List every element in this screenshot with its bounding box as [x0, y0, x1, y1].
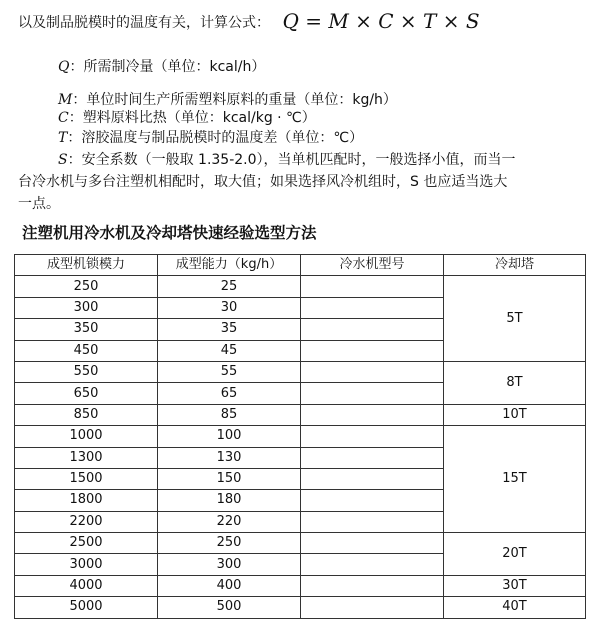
- symbol-q: Q: [58, 59, 70, 75]
- capacity-cell: 35: [158, 319, 301, 340]
- cooling-tower-cell: 30T: [444, 575, 586, 596]
- clamp-force-cell: 650: [15, 383, 158, 404]
- definition-s-continued-2: 一点。: [18, 196, 60, 212]
- chiller-model-cell: [301, 447, 444, 468]
- chiller-model-cell: [301, 340, 444, 361]
- table-row: [15, 404, 586, 425]
- clamp-force-cell: 1800: [15, 490, 158, 511]
- clamp-force-cell: 4000: [15, 575, 158, 596]
- chiller-model-cell: [301, 276, 444, 297]
- table-row: [15, 533, 586, 554]
- definition-q: [58, 57, 265, 77]
- capacity-cell: 100: [158, 426, 301, 447]
- definition-s-continued-1: 台冷水机与多台注塑机相配时，取大值；如果选择风冷机组时，S 也应适当选大: [18, 174, 508, 190]
- chiller-model-cell: [301, 426, 444, 447]
- clamp-force-cell: 1500: [15, 468, 158, 489]
- definition-s-text: ：安全系数（一般取 1.35-2.0），当单机匹配时，一般选择小值，而当一: [67, 152, 516, 168]
- clamp-force-cell: 250: [15, 276, 158, 297]
- clamp-force-cell: 3000: [15, 554, 158, 575]
- capacity-cell: 85: [158, 404, 301, 425]
- clamp-force-cell: 450: [15, 340, 158, 361]
- clamp-force-cell: 2500: [15, 533, 158, 554]
- capacity-cell: 65: [158, 383, 301, 404]
- definition-t-text: ：溶胶温度与制品脱模时的温度差（单位：℃）: [67, 130, 364, 146]
- table-row: [15, 276, 586, 297]
- cooling-tower-cell: 15T: [444, 426, 586, 533]
- capacity-cell: 400: [158, 575, 301, 596]
- chiller-model-cell: [301, 575, 444, 596]
- header-chiller-model: 冷水机型号: [301, 255, 444, 276]
- clamp-force-cell: 1000: [15, 426, 158, 447]
- capacity-cell: 250: [158, 533, 301, 554]
- capacity-cell: 25: [158, 276, 301, 297]
- header-cooling-tower: 冷却塔: [444, 255, 586, 276]
- clamp-force-cell: 850: [15, 404, 158, 425]
- capacity-cell: 45: [158, 340, 301, 361]
- chiller-model-cell: [301, 404, 444, 425]
- header-clamp-force: 成型机锁模力: [15, 255, 158, 276]
- definition-q-text: ：所需制冷量（单位：kcal/h）: [69, 59, 266, 75]
- selection-table: [14, 254, 586, 619]
- capacity-cell: 55: [158, 361, 301, 382]
- table-title: 注塑机用冷水机及冷却塔快速经验选型方法: [22, 224, 317, 242]
- clamp-force-cell: 5000: [15, 597, 158, 618]
- definition-m: [58, 90, 397, 110]
- capacity-cell: 30: [158, 297, 301, 318]
- chiller-model-cell: [301, 383, 444, 404]
- clamp-force-cell: 300: [15, 297, 158, 318]
- cooling-tower-cell: 10T: [444, 404, 586, 425]
- symbol-m: M: [58, 92, 73, 108]
- symbol-c: C: [58, 110, 69, 126]
- definition-c: [58, 108, 316, 128]
- chiller-model-cell: [301, 597, 444, 618]
- capacity-cell: 130: [158, 447, 301, 468]
- header-capacity: 成型能力（kg/h）: [158, 255, 301, 276]
- chiller-model-cell: [301, 490, 444, 511]
- chiller-model-cell: [301, 297, 444, 318]
- capacity-cell: 220: [158, 511, 301, 532]
- chiller-model-cell: [301, 361, 444, 382]
- clamp-force-cell: 550: [15, 361, 158, 382]
- table-row: [15, 426, 586, 447]
- definition-s: [58, 150, 516, 170]
- intro-line: [18, 10, 480, 33]
- table-row: [15, 361, 586, 382]
- cooling-tower-cell: 20T: [444, 533, 586, 576]
- capacity-cell: 150: [158, 468, 301, 489]
- intro-text: 以及制品脱模时的温度有关，计算公式：: [18, 15, 270, 31]
- cooling-tower-cell: 5T: [444, 276, 586, 362]
- table-row: [15, 597, 586, 618]
- definition-t: [58, 128, 363, 148]
- symbol-s: S: [58, 152, 68, 168]
- chiller-model-cell: [301, 468, 444, 489]
- chiller-model-cell: [301, 319, 444, 340]
- cooling-tower-cell: 40T: [444, 597, 586, 618]
- chiller-model-cell: [301, 533, 444, 554]
- table-row: [15, 575, 586, 596]
- capacity-cell: 500: [158, 597, 301, 618]
- symbol-t: T: [58, 130, 68, 146]
- definition-m-text: ：单位时间生产所需塑料原料的重量（单位：kg/h）: [72, 92, 397, 108]
- cooling-tower-cell: 8T: [444, 361, 586, 404]
- clamp-force-cell: 1300: [15, 447, 158, 468]
- clamp-force-cell: 350: [15, 319, 158, 340]
- clamp-force-cell: 2200: [15, 511, 158, 532]
- table-header-row: [15, 255, 586, 276]
- definition-c-text: ：塑料原料比热（单位：kcal/kg · ℃）: [68, 110, 316, 126]
- cooling-formula: Q = M × C × T × S: [282, 9, 480, 33]
- chiller-model-cell: [301, 511, 444, 532]
- chiller-model-cell: [301, 554, 444, 575]
- capacity-cell: 180: [158, 490, 301, 511]
- capacity-cell: 300: [158, 554, 301, 575]
